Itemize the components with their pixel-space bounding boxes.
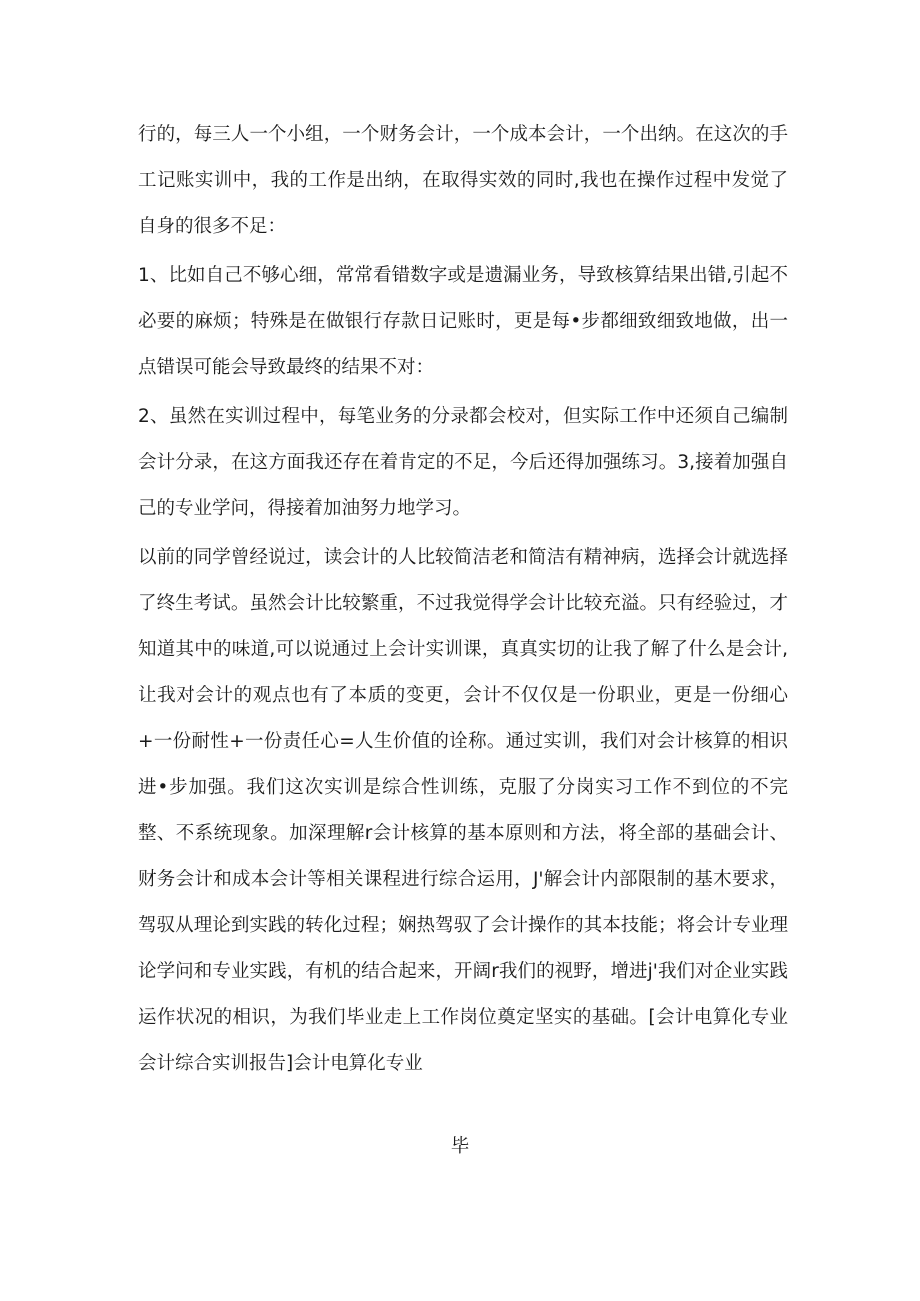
page-footer-text: 毕 [450,1136,470,1157]
document-body [138,112,788,1087]
paragraph-2: 1、比如自己不够心细，常常看错数字或是遗漏业务，导致核算结果出错,引起不必要的麻烦；特殊是在做银行存款日记账时，更是每•步都细致细致地做，出一点错误可能会导致最终的结果不对： [138,265,788,378]
paragraph-1: 行的，每三人一个小组，一个财务会计，一个成本会计，一个出纳。在这次的手工记账实训中，我的工作是出纳，在取得实效的同时,我也在操作过程中发觉了自身的很多不足： [138,124,788,237]
paragraph-3: 2、虽然在实训过程中，每笔业务的分录都会校对，但实际工作中还须自己编制会计分录，在这方面我还存在着肯定的不足，今后还得加强练习。3,接着加强自己的专业学问，得接着加油努力地学习。 [138,406,788,519]
paragraph-4: 以前的同学曾经说过，读会计的人比较简洁老和简洁有精神病，选择会计就选择了终生考试。虽然会计比较繁重，不过我觉得学会计比较充溢。只有经验过，才知道其中的味道,可以说通过上会计实训课，真真实切的让我了解了什么是会计,让我对会计的观点也有了本质的变更，会计不仅仅是一份职业，更是一份细心+一份耐性+一份责任心=人生价值的诠称。通过实训，我们对会计核算的相识进•步加强。我们这次实训是综合性训练，克服了分岗实习工作不到位的不完整、不系统现象。加深理解r会计核算的基本原则和方法，将全部的基础会计、财务会计和成本会计等相关课程进行综合运用，J'解会计内部限制的基木要求，驾驭从理论到实践的转化过程；娴热驾驭了会计操作的其本技能；将会计专业理论学问和专业实践，有机的结合起来，开阔r我们的视野，增进j'我们对企业实践运作状况的相识，为我们毕业走上工作岗位奠定坚实的基础。[会计电算化专业会计综合实训报告]会计电算化专业 [138,547,788,1074]
